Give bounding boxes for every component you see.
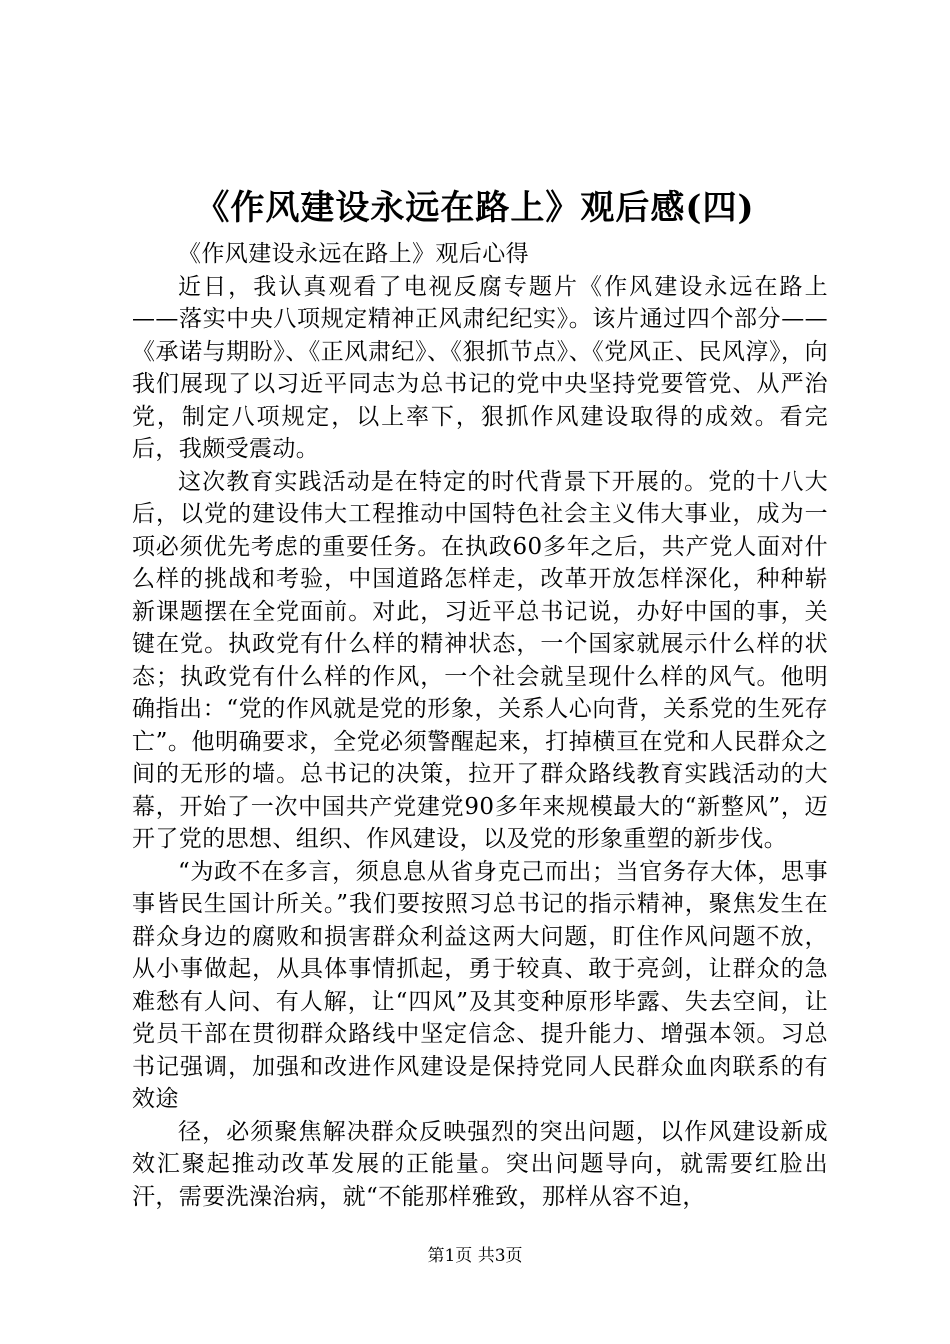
body-paragraph: 这次教育实践活动是在特定的时代背景下开展的。党的十八大后，以党的建设伟大工程推动中国特色社会主义伟大事业，成为一项必须优先考虑的重要任务。在执政60多年之后，共产党人面对什么样的挑战和考验，中国道路怎样走，改革开放怎样深化，种种崭新课题摆在全党面前。对此，习近平总书记说，办好中国的事，关键在党。执政党有什么样的精神状态，一个国家就展示什么样的状态；执政党有什么样的作风，一个社会就呈现什么样的风气。他明确指出：“党的作风就是党的形象，关系人心向背，关系党的生死存亡”。他明确要求，全党必须警醒起来，打掉横亘在党和人民群众之间的无形的墙。总书记的决策，拉开了群众路线教育实践活动的大幕，开始了一次中国共产党建党90多年来规模最大的“新整风”，迈开了党的思想、组织、作风建设，以及党的形象重塑的新步伐。: [132, 468, 828, 852]
subtitle-paragraph: 《作风建设永远在路上》观后心得: [178, 241, 529, 267]
body-paragraph: 近日，我认真观看了电视反腐专题片《作风建设永远在路上——落实中央八项规定精神正风肃纪纪实》。该片通过四个部分——《承诺与期盼》、《正风肃纪》、《狠抓节点》、《党风正、民风淳》，向我们展现了以习近平同志为总书记的党中央坚持党要管党、从严治党，制定八项规定，以上率下，狠抓作风建设取得的成效。看完后，我颇受震动。: [132, 273, 828, 462]
page-number-footer: 第1页 共3页: [427, 1246, 523, 1266]
document-body: [132, 238, 828, 1213]
body-paragraph: 径，必须聚焦解决群众反映强烈的突出问题，以作风建设新成效汇聚起推动改革发展的正能量。突出问题导向，就需要红脸出汗，需要洗澡治病，就“不能那样雅致，那样从容不迫，: [132, 1118, 828, 1210]
document-title: 《作风建设永远在路上》观后感(四): [195, 188, 755, 228]
body-paragraph: “为政不在多言，须息息从省身克己而出；当官务存大体，思事事皆民生国计所关。”我们要按照习总书记的指示精神，聚焦发生在群众身边的腐败和损害群众利益这两大问题，盯住作风问题不放，从小事做起，从具体事情抓起，勇于较真、敢于亮剑，让群众的急难愁有人问、有人解，让“四风”及其变种原形毕露、失去空间，让党员干部在贯彻群众路线中坚定信念、提升能力、增强本领。习总书记强调，加强和改进作风建设是保持党同人民群众血肉联系的有效途: [132, 858, 828, 1112]
